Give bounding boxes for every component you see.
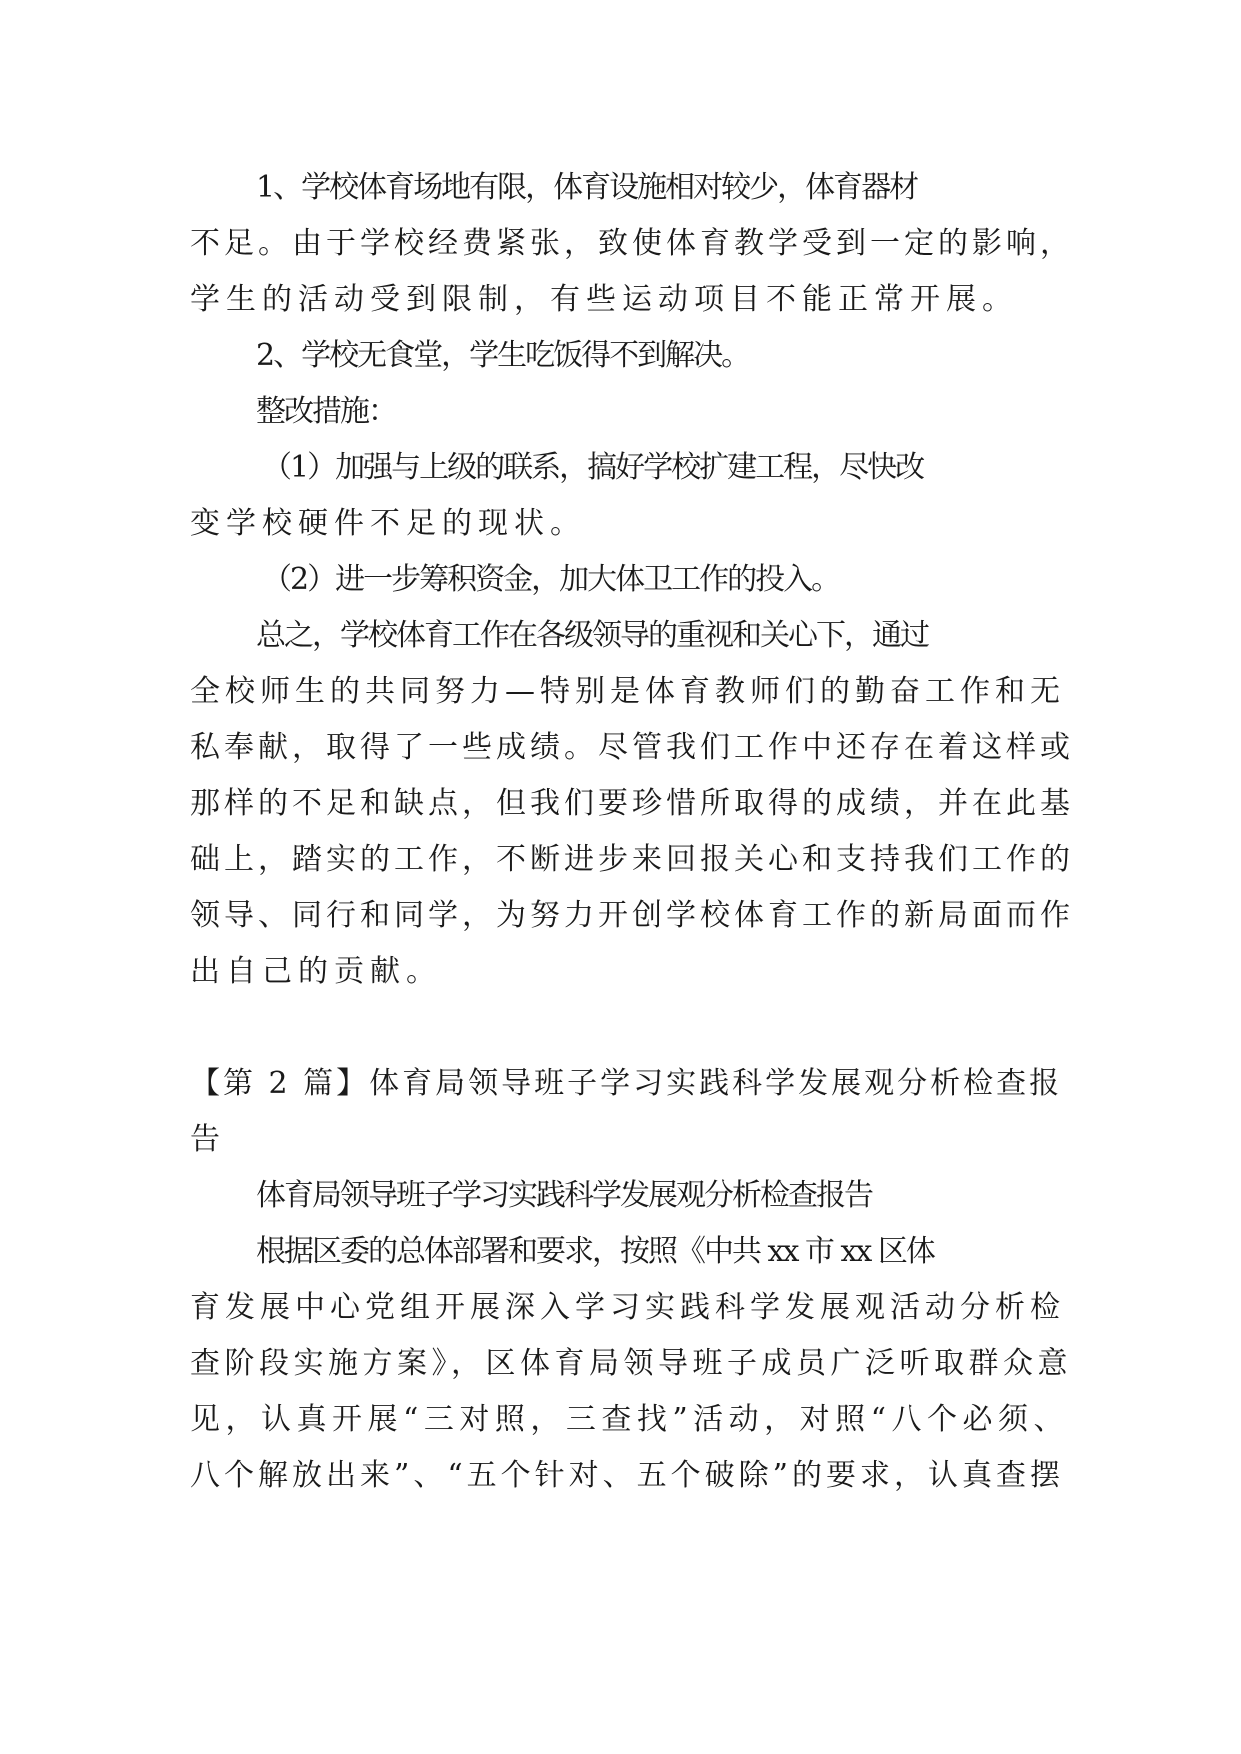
conclusion-line-3: 私奉献，取得了一些成绩。尽管我们工作中还存在着这样或 xyxy=(190,730,1074,765)
article-2-heading-line-2: 告 xyxy=(190,1122,226,1157)
problem-2-line: 2、学校无食堂，学生吃饭得不到解决。 xyxy=(256,338,750,373)
article-2-body-line-5: 八个解放出来”、“五个针对、五个破除”的要求，认真查摆 xyxy=(190,1458,1065,1493)
article-2-body-line-2: 育发展中心党组开展深入学习实践科学发展观活动分析检 xyxy=(190,1290,1065,1325)
conclusion-line-4: 那样的不足和缺点，但我们要珍惜所取得的成绩，并在此基 xyxy=(190,786,1074,821)
conclusion-line-1: 总之，学校体育工作在各级领导的重视和关心下，通过 xyxy=(256,618,928,653)
article-2-body-line-3: 查阶段实施方案》，区体育局领导班子成员广泛听取群众意 xyxy=(190,1346,1072,1381)
conclusion-line-7: 出自己的贡献。 xyxy=(190,954,442,989)
conclusion-line-5: 础上，踏实的工作，不断进步来回报关心和支持我们工作的 xyxy=(190,842,1074,877)
article-2-subtitle: 体育局领导班子学习实践科学发展观分析检查报告 xyxy=(256,1178,872,1213)
problem-1-line-2: 不足。由于学校经费紧张，致使体育教学受到一定的影响， xyxy=(190,226,1074,261)
problem-1-line-1: 1、学校体育场地有限，体育设施相对较少，体育器材 xyxy=(256,170,918,205)
article-2-body-line-1: 根据区委的总体部署和要求，按照《中共 xx 市 xx 区体 xyxy=(256,1234,934,1269)
measure-2-line: （2）进一步筹积资金，加大体卫工作的投入。 xyxy=(262,562,840,597)
problem-1-line-3: 学生的活动受到限制，有些运动项目不能正常开展。 xyxy=(190,282,1018,317)
conclusion-line-2: 全校师生的共同努力—特别是体育教师们的勤奋工作和无 xyxy=(190,674,1065,709)
conclusion-line-6: 领导、同行和同学，为努力开创学校体育工作的新局面而作 xyxy=(190,898,1074,933)
article-2-heading-line-1: 【第 2 篇】体育局领导班子学习实践科学发展观分析检查报 xyxy=(190,1066,1063,1101)
measures-heading: 整改措施： xyxy=(256,394,396,429)
measure-1-line-2: 变学校硬件不足的现状。 xyxy=(190,506,586,541)
measure-1-line-1: （1）加强与上级的联系，搞好学校扩建工程，尽快改 xyxy=(262,450,924,485)
article-2-body-line-4: 见，认真开展“三对照，三查找”活动，对照“八个必须、 xyxy=(190,1402,1070,1437)
